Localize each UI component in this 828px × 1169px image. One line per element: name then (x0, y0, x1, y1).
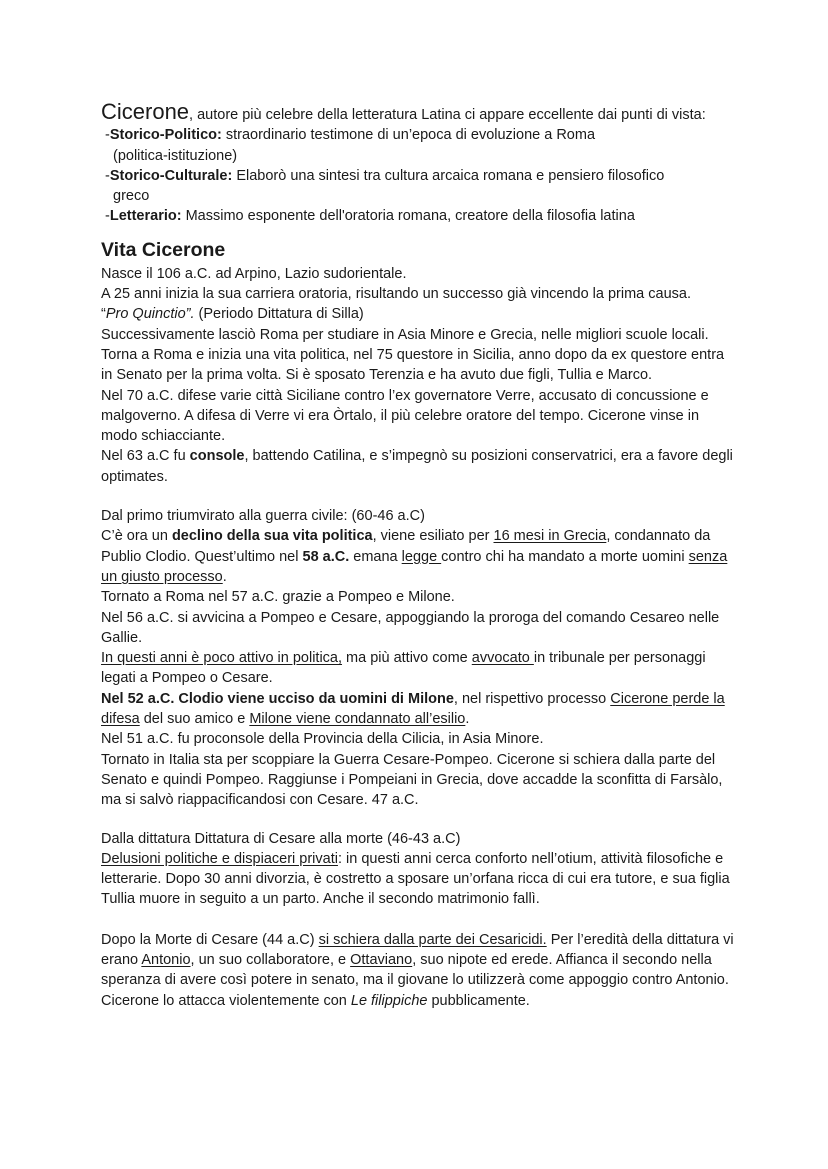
intro-item-3: -Letterario: Massimo esponente dell'oratoria romana, creatore della filosofia latina (105, 208, 635, 225)
triumvirato-p2: Tornato a Roma nel 57 a.C. grazie a Pompeo e Milone. (101, 589, 455, 606)
intro-paragraph: Cicerone, autore più celebre della letteratura Latina ci appare eccellente dai punti di vista: (101, 99, 706, 124)
triumvirato-p4: In questi anni è poco attivo in politica, ma più attivo come avvocato in tribunale per personaggi legati a Pompeo o Cesare. (101, 650, 706, 687)
section-heading: Vita Cicerone (101, 238, 226, 261)
vita-p5: Torna a Roma e inizia una vita politica, nel 75 questore in Sicilia, anno dopo da ex questore entra in Senato per la prima volta. Si è sposato Terenzia e ha avuto due figli, Tullia e Marco. (101, 346, 725, 384)
spacer (101, 487, 736, 506)
triumvirato-p6: Nel 51 a.C. fu proconsole della Provincia della Cilicia, in Asia Minore. (101, 731, 544, 748)
intro-item-2: -Storico-Culturale: Elaborò una sintesi tra cultura arcaica romana e pensiero filosofico greco (105, 167, 665, 205)
triumvirato-p7: Tornato in Italia sta per scoppiare la Guerra Cesare-Pompeo. Cicerone si schiera dalla parte del Senato e quindi Pompeo. Raggiunse i Pompeiani in Grecia, dove accadde la sconfitta di Farsàlo, ma si salvò riappacificandosi con Cesare. 47 a.C. (101, 751, 723, 809)
triumvirato-title: Dal primo triumvirato alla guerra civile: (60-46 a.C) (101, 508, 425, 525)
vita-p4: Successivamente lasciò Roma per studiare in Asia Minore e Grecia, nelle migliori scuole locali. (101, 326, 709, 343)
triumvirato-p1: C’è ora un declino della sua vita politica, viene esiliato per 16 mesi in Grecia, condannato da Publio Clodio. Quest’ultimo nel 58 a.C. emana legge contro chi ha mandato a morte uomini senza un giusto processo. (101, 528, 728, 585)
vita-p1: Nasce il 106 a.C. ad Arpino, Lazio sudorientale. (101, 265, 407, 282)
spacer (101, 910, 736, 930)
vita-p6: Nel 70 a.C. difese varie città Siciliane contro l’ex governatore Verre, accusato di concussione e malgoverno. A difesa di Verre vi era Òrtalo, il più celebre oratore del tempo. Cicerone vinse in modo schiacciante. (101, 387, 709, 445)
dittatura-p1: Delusioni politiche e dispiaceri privati: in questi anni cerca conforto nell’otium, attività filosofiche e letterarie. Dopo 30 anni divorzia, è costretto a sposare un’orfana ricca di cui era tutore, e sua figlia Tullia muore in seguito a un parto. Anche il secondo matrimonio fallì. (101, 850, 730, 908)
intro-item-1: -Storico-Politico: straordinario testimone di un’epoca di evoluzione a Roma (politica-istituzione) (105, 127, 596, 164)
dittatura-title: Dalla dittatura Dittatura di Cesare alla morte (46-43 a.C) (101, 830, 461, 847)
intro-name: Cicerone (101, 99, 190, 124)
spacer (101, 811, 736, 829)
vita-p2: A 25 anni inizia la sua carriera oratoria, risultando un successo già vincendo la prima causa. “Pro Quinctio”. (Periodo Dittatura di Silla) (101, 286, 691, 323)
morte-paragraph: Dopo la Morte di Cesare (44 a.C) si schiera dalla parte dei Cesaricidi. Per l’eredità della dittatura vi erano Antonio, un suo collaboratore, e Ottaviano, suo nipote ed erede. Affianca il secondo nella speranza di avere così potere in senato, ma il giovane lo utilizzerà come appoggio contro Antonio. Cicerone lo attacca violentemente con Le filippiche pubblicamente. (101, 931, 734, 1009)
document-body (101, 99, 736, 1011)
triumvirato-p3: Nel 56 a.C. si avvicina a Pompeo e Cesare, appoggiando la proroga del comando Cesareo nelle Gallie. (101, 609, 720, 646)
triumvirato-p5: Nel 52 a.C. Clodio viene ucciso da uomini di Milone, nel rispettivo processo Cicerone perde la difesa del suo amico e Milone viene condannato all’esilio. (101, 690, 725, 728)
vita-p7: Nel 63 a.C fu console, battendo Catilina, e s’impegnò su posizioni conservatrici, era a favore degli optimates. (101, 448, 733, 485)
